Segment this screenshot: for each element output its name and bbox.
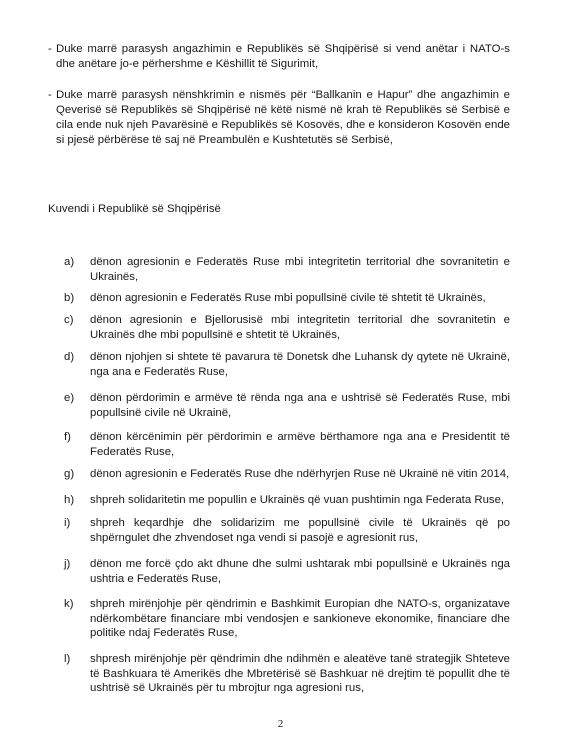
- item-marker: f): [64, 431, 71, 443]
- list-item: [64, 652, 510, 696]
- item-marker: l): [64, 653, 71, 665]
- list-item: [64, 350, 510, 379]
- list-item: [64, 255, 510, 284]
- item-text: shpreh keqardhje dhe solidarizim me popullsinë civile të Ukrainës që po shpërngulet dhe zhvendoset nga vendi si pasojë e agresionit rus,: [90, 517, 510, 544]
- assembly-heading: Kuvendi i Republikë së Shqipërisë: [48, 203, 221, 215]
- item-marker: i): [64, 517, 71, 529]
- dash-marker: -: [48, 43, 52, 55]
- item-text: dënon me forcë çdo akt dhune dhe sulmi ushtarak mbi popullsinë e Ukrainës nga ushtria e Federatës Ruse,: [90, 558, 510, 585]
- preamble-paragraph-1: [48, 42, 510, 72]
- preamble-paragraph-2: [48, 88, 510, 148]
- list-item: [64, 391, 510, 420]
- item-text: dënon përdorimin e armëve të rënda nga ana e ushtrisë së Federatës Ruse, mbi popullsinë civile në Ukrainë,: [90, 392, 510, 419]
- item-text: dënon agresionin e Federatës Ruse dhe ndërhyrjen Ruse në Ukrainë në vitin 2014,: [90, 468, 510, 480]
- item-text: shpreh solidaritetin me popullin e Ukrainës që vuan pushtimin nga Federata Ruse,: [90, 494, 505, 506]
- preamble-text: Duke marrë parasysh nënshkrimin e nismës për “Ballkanin e Hapur” dhe angazhimin e Qeverisë së Republikës së Shqipërisë në këtë nismë në krah të Republikës së Serbisë e cila ende nuk njeh Pavarësinë e Republikës së Kosovës, dhe e konsideron Kosovën ende si pjesë përbërëse të saj në Preambulën e Kushtetutës së Serbisë,: [56, 89, 510, 146]
- item-marker: b): [64, 292, 75, 304]
- list-item: [64, 430, 510, 459]
- list-item: [64, 467, 510, 482]
- item-text: dënon agresionin e Bjellorusisë mbi integritetin territorial dhe sovranitetin e Ukrainës dhe mbi popullsinë e shtetit të Ukrainës,: [90, 314, 510, 341]
- item-marker: g): [64, 468, 75, 480]
- item-marker: c): [64, 314, 74, 326]
- list-item: [64, 516, 510, 545]
- item-marker: a): [64, 256, 75, 268]
- item-text: dënon njohjen si shtete të pavarura të Donetsk dhe Luhansk dy qytete në Ukrainë, nga ana e Federatës Ruse,: [90, 351, 510, 378]
- item-text: dënon kërcënimin për përdorimin e armëve bërthamore nga ana e Presidentit të Federatës Ruse,: [90, 431, 510, 458]
- item-marker: e): [64, 392, 75, 404]
- item-text: shpreh mirënjohje për qëndrimin e Bashkimit Europian dhe NATO-s, organizatave ndërkombëtare financiare mbi vendosjen e sankioneve ekonomike, financiare dhe politike ndaj Federatës Ruse,: [90, 598, 510, 640]
- item-text: shpresh mirënjohje për qëndrimin dhe ndihmën e aleatëve tanë strategjik Shteteve të Bashkuara të Amerikës dhe Mbretërisë së Bashkuar në drejtim të popullit dhe të ushtrisë së Ukrainës për tu mbrojtur nga agresioni rus,: [90, 653, 510, 695]
- dash-marker: -: [48, 89, 52, 101]
- item-marker: j): [64, 558, 71, 570]
- item-marker: d): [64, 351, 75, 363]
- list-item: [64, 493, 510, 508]
- item-text: dënon agresionin e Federatës Ruse mbi integritetin territorial dhe sovranitetin e Ukrainës,: [90, 256, 510, 283]
- preamble-text: Duke marrë parasysh angazhimin e Republikës së Shqipërisë si vend anëtar i NATO-s dhe anëtare jo-e përhershme e Këshillit të Sigurimit,: [56, 43, 510, 70]
- page-number: 2: [277, 718, 284, 730]
- list-item: [64, 313, 510, 342]
- list-item: [64, 597, 510, 641]
- item-marker: h): [64, 494, 75, 506]
- list-item: [64, 291, 510, 306]
- list-item: [64, 557, 510, 586]
- item-text: dënon agresionin e Federatës Ruse mbi popullsinë civile të shtetit të Ukrainës,: [90, 292, 486, 304]
- item-marker: k): [64, 598, 74, 610]
